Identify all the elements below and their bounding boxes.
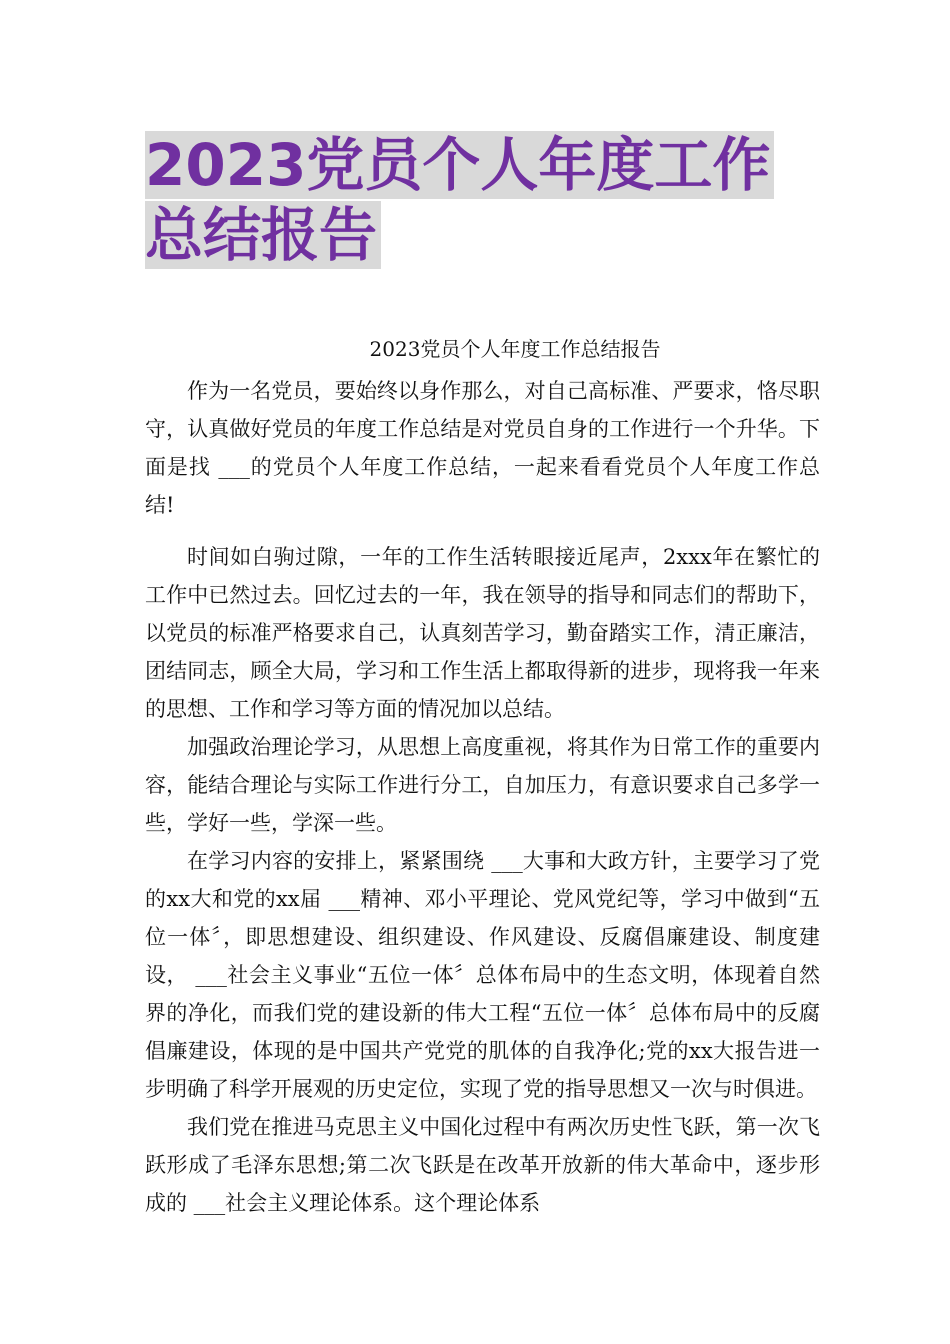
paragraph-history: 我们党在推进马克思主义中国化过程中有两次历史性飞跃，第一次飞跃形成了毛泽东思想;第二次飞跃是在改革开放新的伟大革命中，逐步形成的 ___社会主义理论体系。这个理论体系 [145,1115,820,1215]
paragraph-study-content: 在学习内容的安排上，紧紧围绕 ___大事和大政方针，主要学习了党的xx大和党的xx届 ___精神、邓小平理论、党风党纪等，学习中做到“五位一体〞，即思想建设、组织建设、作风建设、反腐倡廉建设、制度建设， ___社会主义事业“五位一体〞总体布局中的生态文明，体现着自然界的净化，而我们党的建设新的伟大工程“五位一体〞总体布局中的反腐倡廉建设，体现的是中国共产党党的肌体的自我净化;党的xx大报告进一步明确了科学开展观的历史定位，实现了党的指导思想又一次与时俱进。 [145,849,820,1101]
document-title [145,130,825,270]
document-subtitle: 2023党员个人年度工作总结报告 [369,337,661,361]
document-body [145,372,820,1222]
title-highlight: 2023党员个人年度工作总结报告 [145,131,774,269]
paragraph-theory: 加强政治理论学习，从思想上高度重视，将其作为日常工作的重要内容，能结合理论与实际工作进行分工，自加压力，有意识要求自己多学一些，学好一些，学深一些。 [145,735,820,835]
paragraph-intro: 作为一名党员，要始终以身作那么，对自己高标准、严要求，恪尽职守，认真做好党员的年度工作总结是对党员自身的工作进行一个升华。下面是找 ___的党员个人年度工作总结，一起来看看党员个人年度工作总结! [145,379,820,517]
paragraph-summary: 时间如白驹过隙，一年的工作生活转眼接近尾声，2xxx年在繁忙的工作中已然过去。回忆过去的一年，我在领导的指导和同志们的帮助下，以党员的标准严格要求自己，认真刻苦学习，勤奋踏实工作，清正廉洁，团结同志，顾全大局，学习和工作生活上都取得新的进步，现将我一年来的思想、工作和学习等方面的情况加以总结。 [145,545,820,721]
